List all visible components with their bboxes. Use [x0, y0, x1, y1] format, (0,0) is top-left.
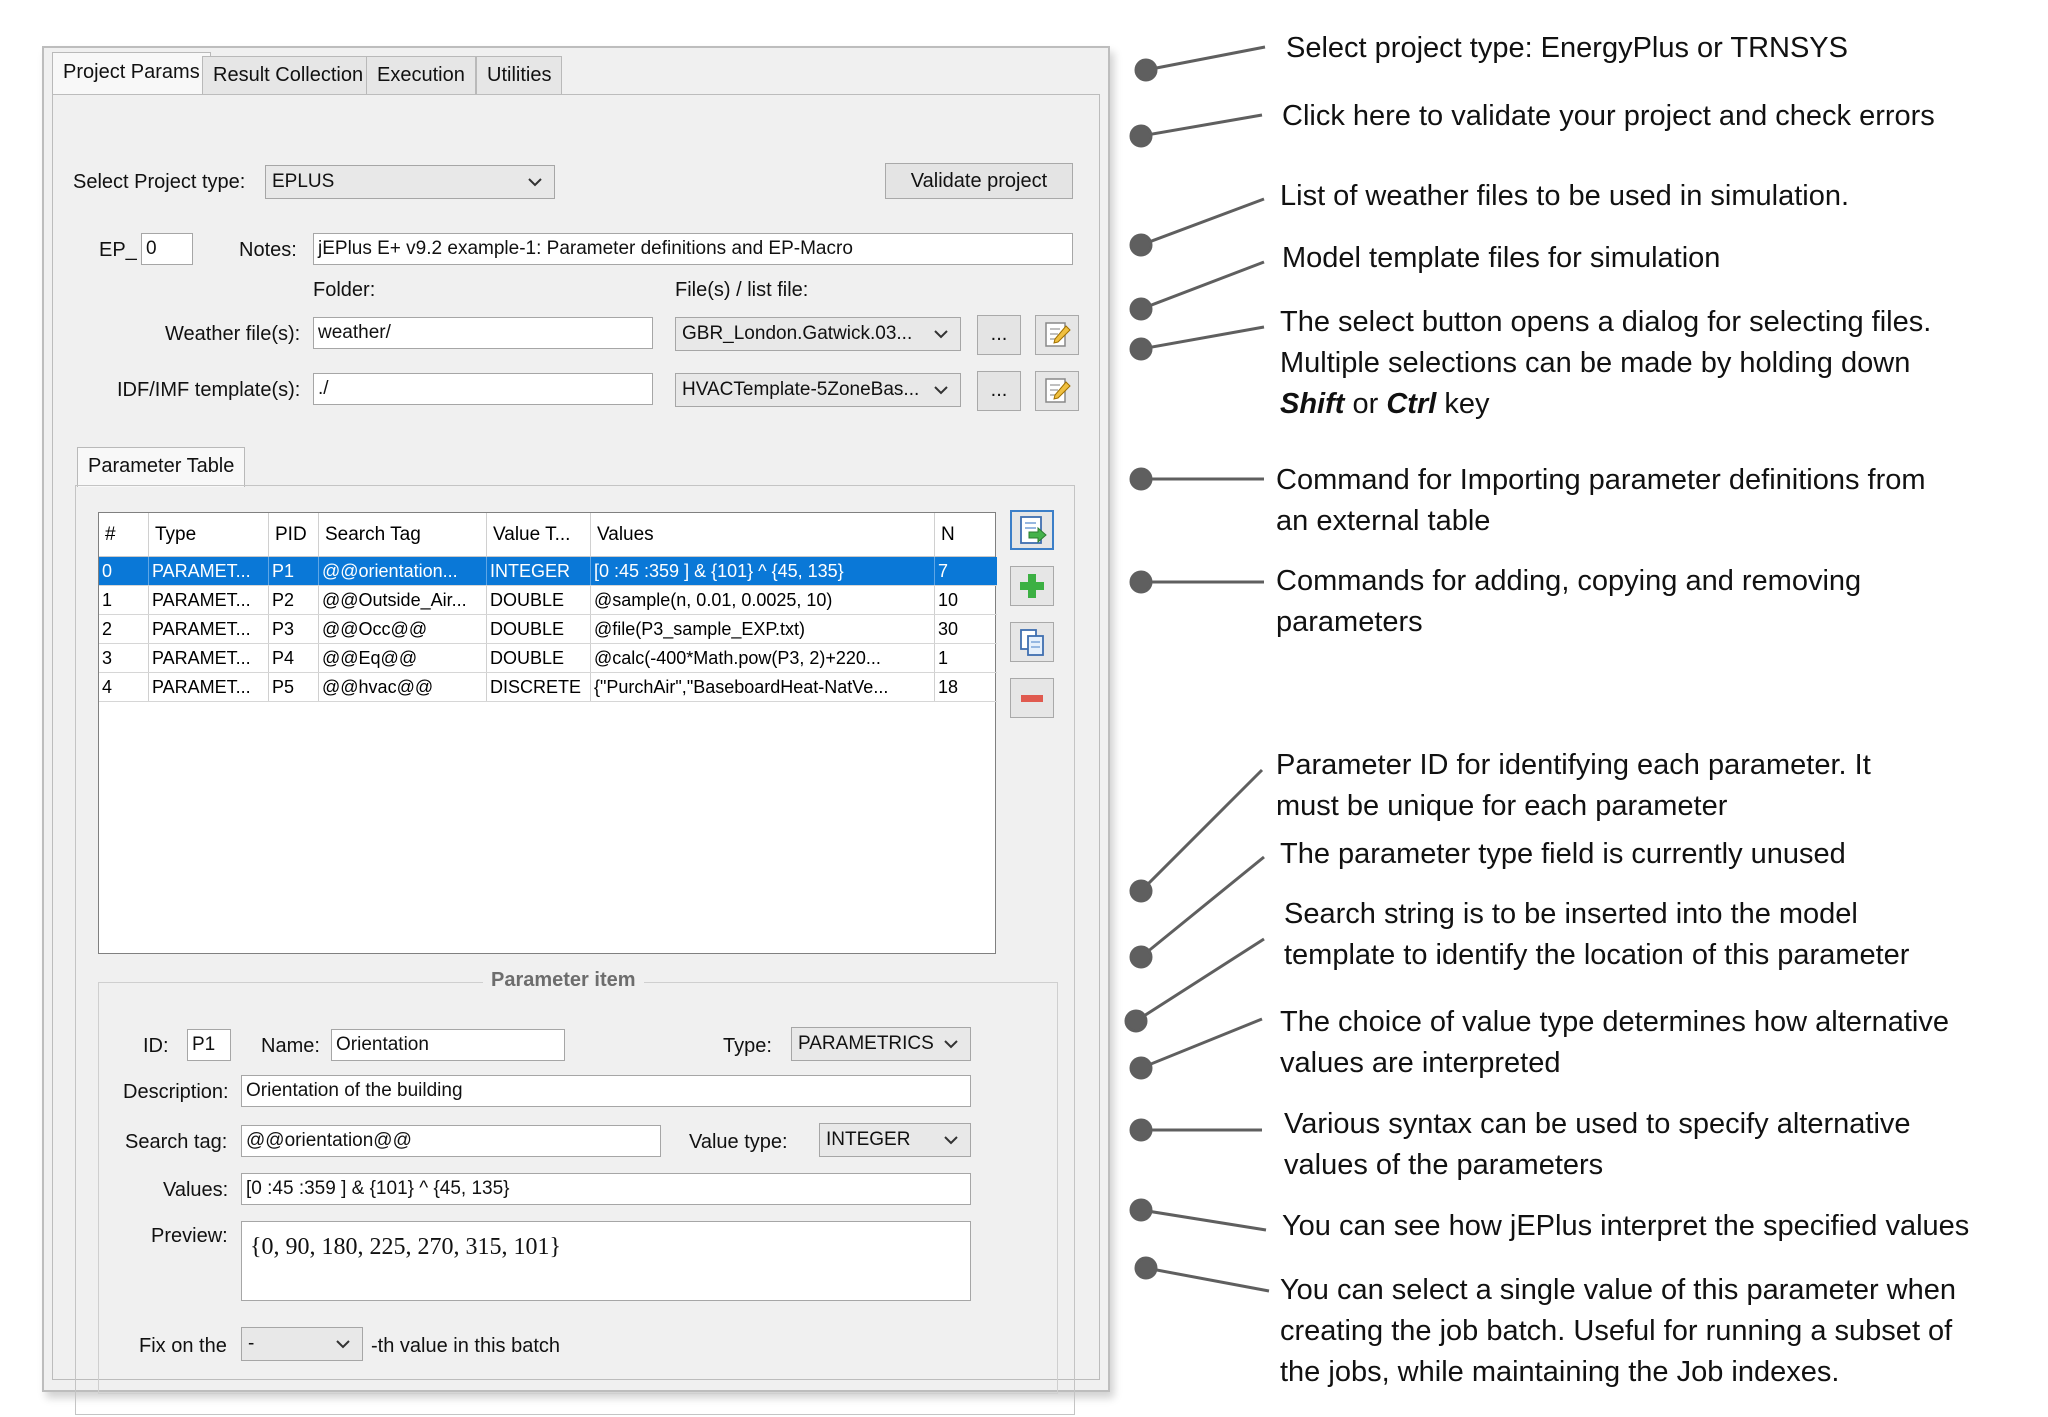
preview-label: Preview: — [151, 1225, 228, 1247]
callout-line-5 — [1141, 327, 1264, 349]
table-cell: PARAMET... — [149, 615, 269, 643]
table-cell: @file(P3_sample_EXP.txt) — [591, 615, 935, 643]
table-cell: 18 — [938, 677, 959, 697]
table-cell: @@Outside_Air... — [319, 586, 487, 614]
table-cell: DOUBLE — [487, 615, 591, 643]
search-tag-input[interactable]: @@orientation@@ — [241, 1125, 661, 1157]
table-cell: @@orientation... — [319, 557, 487, 585]
callout-dot-13 — [1131, 1200, 1151, 1220]
callout-dot-2 — [1131, 126, 1151, 146]
callout-line-14 — [1146, 1268, 1269, 1291]
annotation-line: values are interpreted — [1280, 1047, 1561, 1079]
description-label: Description: — [123, 1081, 229, 1103]
annotation-line: must be unique for each parameter — [1276, 790, 1728, 822]
annotation-line: Parameter ID for identifying each parameter. It — [1276, 749, 1871, 781]
annotation-line: parameters — [1276, 606, 1423, 638]
table-cell: PARAMET... — [149, 673, 269, 701]
annotation-parameter-id — [1276, 745, 1871, 827]
values-input[interactable]: [0 :45 :359 ] & {101} ^ {45, 135} — [241, 1173, 971, 1205]
table-cell: 7 — [938, 561, 949, 581]
annotation-line: template to identify the location of this parameter — [1284, 939, 1910, 971]
parameter-item-legend: Parameter item — [483, 969, 644, 992]
callout-dot-12 — [1131, 1120, 1151, 1140]
name-label: Name: — [261, 1035, 320, 1057]
callout-dot-9 — [1131, 947, 1151, 967]
table-cell: PARAMET... — [149, 644, 269, 672]
template-folder-input[interactable]: ./ — [313, 373, 653, 405]
annotation-add-copy-remove — [1276, 561, 1861, 643]
annotation-value-type — [1280, 1002, 1949, 1084]
project-type-label: Select Project type: — [73, 171, 246, 193]
callout-line-3 — [1141, 199, 1264, 245]
annotation-template: Model template files for simulation — [1282, 242, 1721, 274]
type-label: Type: — [723, 1035, 772, 1057]
table-cell: P4 — [269, 644, 319, 672]
column-header-search-tag[interactable]: Search Tag — [319, 513, 487, 557]
annotation-line: Commands for adding, copying and removing — [1276, 565, 1862, 597]
annotation-line: The choice of value type determines how alternative — [1280, 1006, 1949, 1038]
template-browse-button[interactable]: ... — [977, 371, 1021, 411]
callout-dot-14 — [1136, 1258, 1156, 1278]
annotation-validate: Click here to validate your project and check errors — [1282, 100, 1935, 132]
annotation-values-syntax — [1284, 1104, 1911, 1186]
annotation-line: creating the job batch. Useful for running a subset of — [1280, 1315, 1953, 1347]
annotation-select-button — [1280, 302, 1931, 425]
annotation-line: Various syntax can be used to specify alternative — [1284, 1108, 1911, 1140]
annotation-line — [1280, 384, 1931, 425]
callout-dot-3 — [1131, 235, 1151, 255]
callout-dot-7 — [1131, 572, 1151, 592]
ep-prefix-label: EP_ — [99, 239, 137, 261]
column-header-type[interactable]: Type — [149, 513, 269, 557]
project-type-value: EPLUS — [272, 171, 335, 192]
or-word: or — [1352, 388, 1379, 420]
table-cell: PARAMET... — [149, 586, 269, 614]
fix-value: - — [248, 1333, 255, 1354]
annotation-line: values of the parameters — [1284, 1149, 1604, 1181]
validate-project-button[interactable]: Validate project — [885, 163, 1073, 199]
table-cell: DOUBLE — [487, 586, 591, 614]
column-header-value-type[interactable]: Value T... — [487, 513, 591, 557]
callout-line-11 — [1141, 1019, 1262, 1068]
table-cell: PARAMET... — [149, 557, 269, 585]
table-cell: @calc(-400*Math.pow(P3, 2)+220... — [591, 644, 935, 672]
weather-files-label: Weather file(s): — [165, 323, 301, 345]
annotation-import — [1276, 460, 1926, 542]
column-header-values[interactable]: Values — [591, 513, 935, 557]
ctrl-key-label: Ctrl — [1386, 388, 1437, 420]
table-cell: 1 — [99, 586, 149, 614]
callout-line-2 — [1141, 115, 1262, 136]
notes-label: Notes: — [239, 239, 297, 261]
annotation-line: Multiple selections can be made by holding down — [1280, 347, 1911, 379]
table-cell: 4 — [99, 673, 149, 701]
callout-line-4 — [1141, 262, 1264, 309]
tab-parameter-table[interactable]: Parameter Table — [77, 447, 245, 487]
table-cell: {"PurchAir","BaseboardHeat-NatVe... — [591, 673, 935, 701]
tab-utilities[interactable]: Utilities — [476, 56, 562, 94]
annotation-line: the jobs, while maintaining the Job indexes. — [1280, 1356, 1840, 1388]
callout-dot-6 — [1131, 469, 1151, 489]
annotation-project-type: Select project type: EnergyPlus or TRNSYS — [1286, 32, 1848, 64]
parameter-id-input[interactable]: P1 — [187, 1029, 231, 1061]
column-header-n[interactable]: N — [935, 513, 995, 557]
tab-project-params[interactable]: Project Params — [52, 52, 211, 96]
table-cell: 2 — [99, 615, 149, 643]
table-cell: 3 — [99, 644, 149, 672]
key-word: key — [1444, 388, 1490, 420]
annotation-line: You can select a single value of this parameter when — [1280, 1274, 1957, 1306]
tab-result-collection[interactable]: Result Collection — [202, 56, 374, 94]
values-label: Values: — [163, 1179, 229, 1201]
ep-index-input[interactable]: 0 — [141, 233, 193, 265]
annotation-parameter-type: The parameter type field is currently unused — [1280, 838, 1846, 870]
files-header: File(s) / list file: — [675, 279, 809, 301]
table-cell: P2 — [269, 586, 319, 614]
template-files-label: IDF/IMF template(s): — [117, 379, 301, 401]
folder-header: Folder: — [313, 279, 376, 301]
table-cell: P1 — [269, 557, 319, 585]
fix-suffix-label: -th value in this batch — [371, 1335, 560, 1357]
column-header-index[interactable]: # — [99, 513, 149, 557]
column-header-pid[interactable]: PID — [269, 513, 319, 557]
annotation-line: Search string is to be inserted into the model — [1284, 898, 1858, 930]
callout-dot-5 — [1131, 339, 1151, 359]
table-cell: 0 — [99, 557, 149, 585]
shift-key-label: Shift — [1280, 388, 1345, 420]
callout-dot-10 — [1126, 1011, 1146, 1031]
weather-file-value: GBR_London.Gatwick.03... — [682, 323, 913, 344]
template-file-value: HVACTemplate-5ZoneBas... — [682, 379, 920, 400]
table-cell: 10 — [938, 590, 959, 610]
search-tag-label: Search tag: — [125, 1131, 228, 1153]
callout-line-13 — [1141, 1210, 1266, 1230]
table-cell: @sample(n, 0.01, 0.0025, 10) — [591, 586, 935, 614]
callout-dot-11 — [1131, 1058, 1151, 1078]
tab-execution[interactable]: Execution — [366, 56, 476, 94]
table-cell: DOUBLE — [487, 644, 591, 672]
callout-dot-4 — [1131, 299, 1151, 319]
annotation-search-string — [1284, 894, 1909, 976]
weather-browse-button[interactable]: ... — [977, 315, 1021, 355]
table-cell: 1 — [938, 648, 949, 668]
parameter-type-value: PARAMETRICS — [798, 1033, 934, 1054]
callout-line-1 — [1146, 47, 1265, 70]
table-cell: @@hvac@@ — [319, 673, 487, 701]
id-label: ID: — [143, 1035, 169, 1057]
parameter-name-input[interactable]: Orientation — [331, 1029, 565, 1061]
value-type-value: INTEGER — [826, 1129, 911, 1150]
table-cell: INTEGER — [487, 557, 591, 585]
table-cell: 30 — [938, 619, 959, 639]
table-cell: @@Eq@@ — [319, 644, 487, 672]
annotation-fix-value — [1280, 1270, 1956, 1393]
annotation-line: an external table — [1276, 505, 1491, 537]
weather-folder-input[interactable]: weather/ — [313, 317, 653, 349]
callout-dot-8 — [1131, 881, 1151, 901]
annotation-line: The select button opens a dialog for selecting files. — [1280, 306, 1932, 338]
table-cell: @@Occ@@ — [319, 615, 487, 643]
callout-dot-1 — [1136, 60, 1156, 80]
table-cell: P5 — [269, 673, 319, 701]
table-cell: [0 :45 :359 ] & {101} ^ {45, 135} — [591, 557, 935, 585]
value-type-label: Value type: — [689, 1131, 788, 1153]
callout-line-10 — [1136, 939, 1264, 1021]
annotation-line: Command for Importing parameter definitions from — [1276, 464, 1926, 496]
description-input[interactable]: Orientation of the building — [241, 1075, 971, 1107]
annotation-preview: You can see how jEPlus interpret the specified values — [1282, 1210, 1970, 1242]
table-cell: DISCRETE — [487, 673, 591, 701]
notes-input[interactable]: jEPlus E+ v9.2 example-1: Parameter definitions and EP-Macro — [313, 233, 1073, 265]
annotation-weather: List of weather files to be used in simulation. — [1280, 180, 1850, 212]
preview-output: {0, 90, 180, 225, 270, 315, 101} — [241, 1221, 971, 1301]
table-cell: P3 — [269, 615, 319, 643]
fix-on-label: Fix on the — [139, 1335, 227, 1357]
